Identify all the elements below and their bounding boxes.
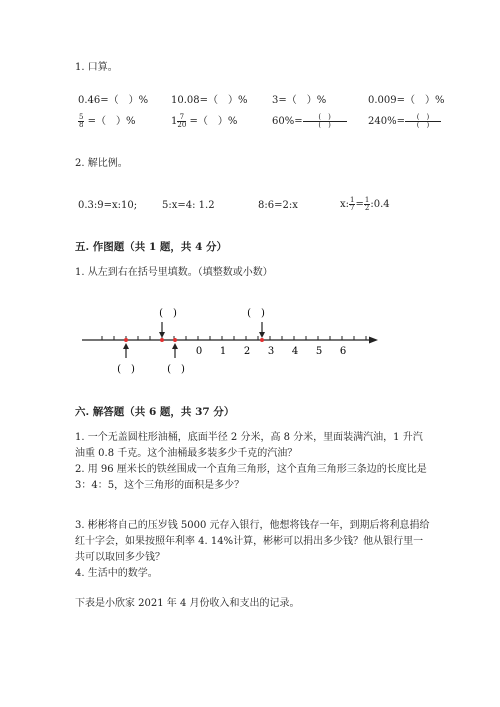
fraction: $\frac{5}{8}$ <box>79 113 84 129</box>
tick-label: 6 <box>339 346 347 357</box>
proportion-item: 5:x=4: 1.2 <box>162 200 215 211</box>
calc-item: 10.08=（ ）% <box>171 95 248 106</box>
up-arrow-icon <box>172 343 178 349</box>
proportion-item: 0.3:9=x:10; <box>78 200 138 211</box>
fraction: $\frac{7}{20}$ <box>177 113 187 129</box>
question-1: 1. 一个无盖圆柱形油桶，底面半径 2 分米，高 8 分米，里面装满汽油，1 升汽 油重 0.8 千克。这个油桶最多装多少千克的汽油？ <box>75 432 423 459</box>
tick-label: 3 <box>267 346 275 357</box>
question-2: 2. 用 96 厘米长的铁丝围成一个直角三角形，这个直角三角形三条边的长度比是 3：4：5，这个三角形的面积是多少？ <box>75 464 427 491</box>
tick-marks <box>102 336 366 340</box>
calc-item: 0.009=（ ）% <box>368 95 445 106</box>
fraction: $\frac{( )}{( )}$ <box>405 114 441 129</box>
proportion-item: 8:6=2:x <box>258 200 298 211</box>
answer-blank[interactable]: ( ) <box>247 308 265 319</box>
calc-item: 0.46=（ ）% <box>78 95 149 106</box>
question-text: 1. 从左到右在括号里填数。（填整数或小数） <box>75 267 273 278</box>
tick-label: 4 <box>291 346 299 357</box>
tick-label: 5 <box>315 346 323 357</box>
up-arrow-icon <box>123 343 129 349</box>
tick-labels <box>196 346 346 357</box>
marked-point <box>173 338 177 342</box>
answer-blank[interactable]: ( ) <box>117 364 135 375</box>
answer-blank[interactable]: ( ) <box>159 308 177 319</box>
fraction: $\frac{1}{2}$ <box>364 196 370 212</box>
section5-title: 五. 作图题（共 1 题，共 4 分） <box>75 241 228 253</box>
marked-point <box>260 338 264 342</box>
section6-title: 六. 解答题（共 6 题，共 37 分） <box>75 406 235 418</box>
calc-item: 3=（ ）% <box>272 95 327 106</box>
answer-blank[interactable]: ( ) <box>167 364 185 375</box>
fraction: $\frac{( )}{( )}$ <box>303 114 347 129</box>
down-arrow-icon <box>259 332 265 338</box>
tick-label: 1 <box>219 346 227 357</box>
section1-heading: 1. 口算。 <box>75 62 118 73</box>
tick-label: 2 <box>243 346 251 357</box>
calc-item-percent: 60%= $\frac{( )}{( )}$ <box>272 114 347 129</box>
calc-item-mixed: 1 $\frac{7}{20}$ =（ ）% <box>171 113 238 129</box>
tick-label: 0 <box>195 346 203 357</box>
down-arrow-icon <box>159 332 165 338</box>
calc-item-percent: 240%= $\frac{( )}{( )}$ <box>368 114 441 129</box>
proportion-item: x: $\frac{1}{7}$ = $\frac{1}{2}$ :0.4 <box>340 196 390 212</box>
calc-item-fraction: $\frac{5}{8}$ =（ ）% <box>79 113 136 129</box>
fraction: $\frac{1}{7}$ <box>350 196 355 212</box>
number-line <box>0 298 500 388</box>
axis-arrow-icon <box>369 337 378 344</box>
section2-heading: 2. 解比例。 <box>75 158 128 169</box>
table-intro-note: 下表是小欣家 2021 年 4 月份收入和支出的记录。 <box>75 598 300 609</box>
question-4: 4. 生活中的数学。 <box>75 568 158 579</box>
marked-point <box>124 338 128 342</box>
question-3: 3. 彬彬将自己的压岁钱 5000 元存入银行，他想将钱存一年，到期后将利息捐给 红十字会，如果按照年利率 4. 14%计算，彬彬可以捐出多少钱？他从银行里一 共可以取回多少钱？ <box>75 520 430 563</box>
marked-point <box>160 338 164 342</box>
